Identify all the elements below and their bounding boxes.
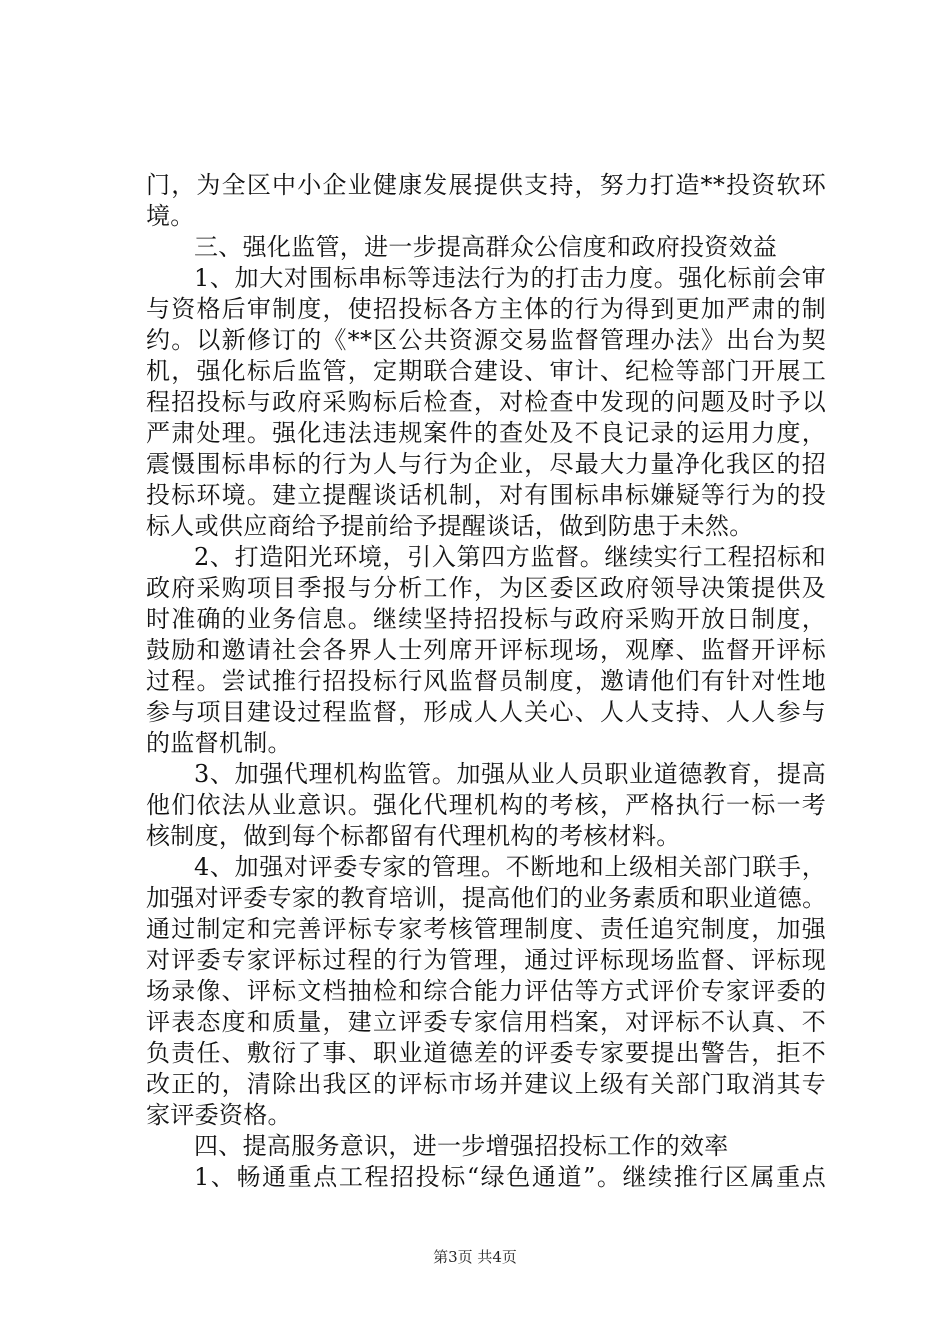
text-line: 他们依法从业意识。强化代理机构的考核，严格执行一标一考 xyxy=(146,791,826,819)
section-heading: 三、强化监管，进一步提高群众公信度和政府投资效益 xyxy=(194,233,778,261)
page-number-footer: 第3页 共4页 xyxy=(433,1248,517,1266)
text-line: 通过制定和完善评标专家考核管理制度、责任追究制度，加强 xyxy=(146,915,826,943)
paragraph-start: 2、打造阳光环境，引入第四方监督。继续实行工程招标和 xyxy=(194,543,826,571)
text-line: 机，强化标后监管，定期联合建设、审计、纪检等部门开展工 xyxy=(146,357,826,385)
document-body xyxy=(146,170,826,1193)
text-line: 负责任、敷衍了事、职业道德差的评委专家要提出警告，拒不 xyxy=(146,1039,826,1067)
text-line: 约。以新修订的《**区公共资源交易监督管理办法》出台为契 xyxy=(146,326,826,354)
text-line: 加强对评委专家的教育培训，提高他们的业务素质和职业道德。 xyxy=(146,884,827,912)
section-heading: 四、提高服务意识，进一步增强招投标工作的效率 xyxy=(194,1132,729,1160)
text-line: 标人或供应商给予提前给予提醒谈话，做到防患于未然。 xyxy=(146,512,754,540)
text-line: 改正的，清除出我区的评标市场并建议上级有关部门取消其专 xyxy=(146,1070,826,1098)
text-line: 鼓励和邀请社会各界人士列席开评标现场，观摩、监督开评标 xyxy=(146,636,826,664)
paragraph-start: 1、加大对围标串标等违法行为的打击力度。强化标前会审 xyxy=(194,264,826,292)
text-line: 投标环境。建立提醒谈话机制，对有围标串标嫌疑等行为的投 xyxy=(146,481,826,509)
text-line: 场录像、评标文档抽检和综合能力评估等方式评价专家评委的 xyxy=(146,977,826,1005)
text-line: 对评委专家评标过程的行为管理，通过评标现场监督、评标现 xyxy=(146,946,826,974)
paragraph-start: 1、畅通重点工程招投标“绿色通道”。继续推行区属重点 xyxy=(194,1163,826,1191)
text-line: 过程。尝试推行招投标行风监督员制度，邀请他们有针对性地 xyxy=(146,667,826,695)
paragraph-start: 4、加强对评委专家的管理。不断地和上级相关部门联手， xyxy=(194,853,826,881)
text-line: 与资格后审制度，使招投标各方主体的行为得到更加严肃的制 xyxy=(146,295,826,323)
text-line: 的监督机制。 xyxy=(146,729,292,757)
text-line: 核制度，做到每个标都留有代理机构的考核材料。 xyxy=(146,822,681,850)
text-line: 程招投标与政府采购标后检查，对检查中发现的问题及时予以 xyxy=(146,388,826,416)
text-line: 家评委资格。 xyxy=(146,1101,292,1129)
text-line: 评表态度和质量，建立评委专家信用档案，对评标不认真、不 xyxy=(146,1008,826,1036)
text-line: 严肃处理。强化违法违规案件的查处及不良记录的运用力度， xyxy=(146,419,826,447)
paragraph-start: 3、加强代理机构监管。加强从业人员职业道德教育，提高 xyxy=(194,760,826,788)
text-line: 时准确的业务信息。继续坚持招投标与政府采购开放日制度， xyxy=(146,605,826,633)
text-line: 政府采购项目季报与分析工作，为区委区政府领导决策提供及 xyxy=(146,574,826,602)
text-line: 震慑围标串标的行为人与行为企业，尽最大力量净化我区的招 xyxy=(146,450,826,478)
text-line: 参与项目建设过程监督，形成人人关心、人人支持、人人参与 xyxy=(146,698,826,726)
text-line: 境。 xyxy=(146,202,195,230)
text-line: 门，为全区中小企业健康发展提供支持，努力打造**投资软环 xyxy=(146,171,826,199)
